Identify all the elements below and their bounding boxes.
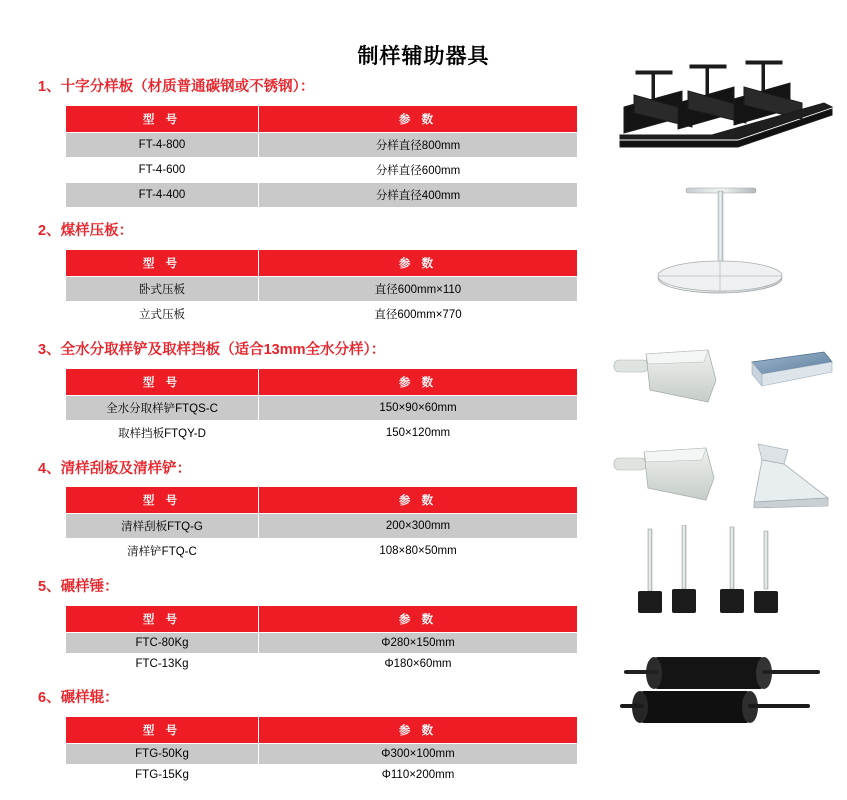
column-header-model: 型 号 (66, 249, 259, 276)
cell-param: Φ110×200mm (259, 765, 578, 786)
cell-param: 分样直径400mm (259, 182, 578, 207)
table-row (66, 514, 578, 539)
cell-param: Φ280×150mm (259, 633, 578, 654)
cell-model: 全水分取样铲FTQS-C (66, 395, 259, 420)
cell-model: 立式压板 (66, 301, 259, 326)
cell-model: FTG-15Kg (66, 765, 259, 786)
fig-hammer (630, 525, 820, 620)
section-title: 1、十字分样板（材质普通碳钢或不锈钢）： (38, 79, 315, 95)
cell-model: 清样刮板FTQ-G (66, 514, 259, 539)
cell-param: 150×90×60mm (259, 395, 578, 420)
fig-sampling-shovel (612, 340, 837, 420)
table-header-row (66, 717, 578, 744)
spec-table (65, 249, 578, 327)
section-title: 4、清样刮板及清样铲： (38, 460, 192, 477)
column-header-model: 型 号 (66, 105, 259, 132)
column-header-param: 参 数 (259, 717, 578, 744)
section-coal-press-plate (38, 222, 598, 327)
section-title: 6、碾样辊： (38, 690, 119, 707)
table-header-row (66, 368, 578, 395)
spec-table (65, 368, 578, 446)
page-title: 制样辅助器具 (357, 45, 490, 68)
spec-table (65, 605, 578, 675)
section-title: 3、全水分取样铲及取样挡板（适合13mm全水分样）： (38, 341, 386, 358)
cell-param: Φ180×60mm (259, 654, 578, 675)
table-row (66, 157, 578, 182)
table-row (66, 420, 578, 445)
fig-roller (618, 645, 833, 735)
cell-model: FT-4-800 (66, 132, 259, 157)
table-row (66, 182, 578, 207)
table-row (66, 395, 578, 420)
cell-param: 直径600mm×770 (259, 301, 578, 326)
table-row (66, 276, 578, 301)
table-row (66, 633, 578, 654)
table-row (66, 654, 578, 675)
column-header-model: 型 号 (66, 606, 259, 633)
section-cleaning-scraper (38, 460, 598, 565)
specifications-column (38, 78, 598, 800)
column-header-param: 参 数 (259, 606, 578, 633)
spec-table (65, 486, 578, 564)
fig-press-plate (630, 182, 830, 302)
table-row (66, 744, 578, 765)
column-header-param: 参 数 (259, 105, 578, 132)
cell-model: FTC-80Kg (66, 633, 259, 654)
section-title: 2、煤样压板： (38, 222, 134, 239)
column-header-model: 型 号 (66, 487, 259, 514)
column-header-model: 型 号 (66, 368, 259, 395)
cell-model: 卧式压板 (66, 276, 259, 301)
cell-model: FT-4-400 (66, 182, 259, 207)
table-row (66, 301, 578, 326)
section-crushing-roller (38, 689, 598, 786)
cell-param: 150×120mm (259, 420, 578, 445)
cell-param: 分样直径600mm (259, 157, 578, 182)
table-header-row (66, 105, 578, 132)
section-title: 5、碾样锤： (38, 579, 119, 596)
table-row (66, 765, 578, 786)
column-header-param: 参 数 (259, 487, 578, 514)
section-cross-divider (38, 78, 598, 208)
cell-param: Φ300×100mm (259, 744, 578, 765)
table-header-row (66, 606, 578, 633)
column-header-param: 参 数 (259, 249, 578, 276)
table-row (66, 132, 578, 157)
product-images-column (600, 0, 847, 765)
cell-param: 200×300mm (259, 514, 578, 539)
column-header-param: 参 数 (259, 368, 578, 395)
fig-cleaning-tools (612, 440, 837, 520)
table-header-row (66, 487, 578, 514)
section-moisture-sampling-shovel (38, 341, 598, 446)
table-header-row (66, 249, 578, 276)
column-header-model: 型 号 (66, 717, 259, 744)
cell-param: 分样直径800mm (259, 132, 578, 157)
section-crushing-hammer (38, 578, 598, 675)
cell-param: 108×80×50mm (259, 539, 578, 564)
cell-model: FTC-13Kg (66, 654, 259, 675)
cell-model: FT-4-600 (66, 157, 259, 182)
cell-model: 清样铲FTQ-C (66, 539, 259, 564)
spec-table (65, 105, 578, 208)
cell-model: 取样挡板FTQY-D (66, 420, 259, 445)
spec-table (65, 716, 578, 786)
table-row (66, 539, 578, 564)
cell-param: 直径600mm×110 (259, 276, 578, 301)
cell-model: FTG-50Kg (66, 744, 259, 765)
fig-cross-divider (618, 55, 838, 165)
